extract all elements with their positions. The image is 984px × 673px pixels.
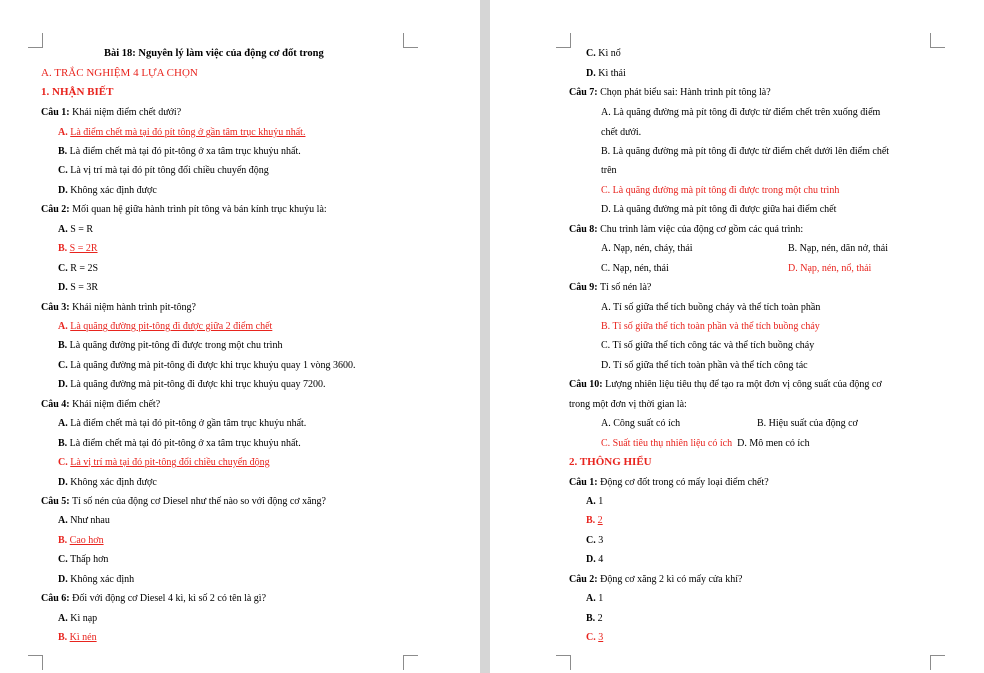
corner-mark [403,33,418,48]
question-text-continued: trong một đơn vị thời gian là: [569,399,687,410]
answer-options-row [601,437,810,450]
document-page-right [490,0,984,673]
answer-option: C. 3 [586,535,604,546]
answer-option-correct: A. Là quãng đường pit-tông đi được giữa 2 điểm chết [58,321,273,332]
answer-option: C. Là vị trí mà tại đó pít tông đổi chiều chuyển động [58,165,269,176]
answer-option: B. Là điểm chết mà tại đó pit-tông ở xa tâm trục khuỷu nhất. [58,146,301,157]
section-heading: 2. THÔNG HIỂU [569,456,652,468]
corner-mark [556,655,571,670]
corner-mark [403,655,418,670]
question-text: Câu 4: Khái niệm điểm chết? [41,399,161,410]
question-text: Câu 7: Chọn phát biểu sai: Hành trình pít tông là? [569,87,771,98]
answer-option-continued: chết dưới. [601,127,642,138]
answer-option: D. Không xác định [58,574,135,585]
question-text: Câu 8: Chu trình làm việc của động cơ gồm các quá trình: [569,224,804,235]
answer-option-correct: C. 3 [586,632,604,643]
answer-option-correct: D. Nạp, nén, nổ, thải [788,263,872,274]
corner-mark [930,33,945,48]
corner-mark [28,655,43,670]
question-text: Câu 10: Lượng nhiên liệu tiêu thụ để tạo ra một đơn vị công suất của động cơ [569,379,882,390]
question-text: Câu 6: Đối với động cơ Diesel 4 kì, kì số 2 có tên là gì? [41,593,267,604]
section-heading: 1. NHẬN BIẾT [41,86,114,98]
corner-mark [556,33,571,48]
answer-option-correct: C. Là vị trí mà tại đó pit-tông đổi chiều chuyển động [58,457,270,468]
answer-option-continued: trên [601,165,617,176]
document-title: Bài 18: Nguyên lý làm việc của động cơ đốt trong [104,48,324,59]
question-text: Câu 1: Động cơ đốt trong có mấy loại điểm chết? [569,477,769,488]
answer-option: D. S = 3R [58,282,99,293]
answer-option: B. 2 [586,613,603,624]
answer-option: D. Mô men có ích [737,438,810,449]
answer-option: A. Là điểm chết mà tại đó pit-tông ở gần tâm trục khuỷu nhất. [58,418,307,429]
answer-option: D. Là quãng đường mà pit-tông đi được khi trục khuỷu quay 7200. [58,379,326,390]
answer-option-correct: C. Suất tiêu thụ nhiên liệu có ích [601,438,733,449]
answer-option: C. Thấp hơn [58,554,109,565]
section-heading: A. TRẮC NGHIỆM 4 LỰA CHỌN [41,67,198,79]
answer-option: B. Nạp, nén, dãn nở, thải [788,243,888,254]
page-gutter [480,0,490,673]
corner-mark [28,33,43,48]
corner-mark [930,655,945,670]
answer-option: D. Tỉ số giữa thể tích toàn phần và thể tích công tác [601,360,808,371]
answer-option: A. 1 [586,593,604,604]
answer-option: B. Là quãng đường pit-tông đi được trong một chu trình [58,340,283,351]
answer-option: C. Nạp, nén, thải [601,263,669,274]
answer-option-correct: B. 2 [586,515,603,526]
answer-option-correct: B. Cao hơn [58,535,104,546]
answer-option: A. S = R [58,224,94,235]
answer-option-correct: B. Kì nén [58,632,97,643]
question-text: Câu 3: Khái niệm hành trình pit-tông? [41,302,196,313]
answer-option: A. Là quãng đường mà pít tông đi được từ điểm chết trên xuống điểm [601,107,881,118]
answer-option: B. Là quãng đường mà pít tông đi được từ điểm chết dưới lên điểm chết [601,146,890,157]
answer-option: C. R = 2S [58,263,99,274]
answer-option: B. Là điểm chết mà tại đó pit-tông ở xa tâm trục khuỷu nhất. [58,438,301,449]
answer-option: A. Như nhau [58,515,110,526]
question-text: Câu 2: Động cơ xăng 2 kì có mấy cửa khí? [569,574,743,585]
answer-option-correct: A. Là điểm chết mà tại đó pít tông ở gần tâm trục khuỷu nhất. [58,127,306,138]
question-text: Câu 5: Tỉ số nén của động cơ Diesel như thế nào so với động cơ xăng? [41,496,326,507]
document-page-left [0,0,480,673]
answer-option-correct: B. S = 2R [58,243,98,254]
answer-option-correct: B. Tỉ số giữa thể tích toàn phần và thể tích buồng cháy [601,321,820,332]
answer-option-correct: C. Là quãng đường mà pít tông đi được trong một chu trình [601,185,840,196]
answer-option: C. Là quãng đường mà pit-tông đi được khi trục khuỷu quay 1 vòng 3600. [58,360,356,371]
answer-option: A. Nạp, nén, cháy, thải [601,243,693,254]
question-text: Câu 2: Mối quan hệ giữa hành trình pít tông và bán kính trục khuỷu là: [41,204,327,215]
question-text: Câu 1: Khái niệm điểm chết dưới? [41,107,182,118]
answer-option: A. Tỉ số giữa thể tích buồng cháy và thể tích toàn phần [601,302,821,313]
answer-option: A. 1 [586,496,604,507]
answer-option: D. 4 [586,554,604,565]
question-text: Câu 9: Tỉ số nén là? [569,282,652,293]
answer-option: C. Kì nổ [586,48,621,59]
answer-option: B. Hiệu suất của động cơ [757,418,858,429]
answer-option: D. Kì thải [586,68,626,79]
answer-option: A. Công suất có ích [601,418,681,429]
answer-option: C. Tỉ số giữa thể tích công tác và thể tích buồng cháy [601,340,815,351]
answer-option: A. Kì nạp [58,613,98,624]
answer-option: D. Không xác định được [58,185,157,196]
answer-option: D. Không xác định được [58,477,157,488]
answer-option: D. Là quãng đường mà pít tông đi được giữa hai điểm chết [601,204,837,215]
